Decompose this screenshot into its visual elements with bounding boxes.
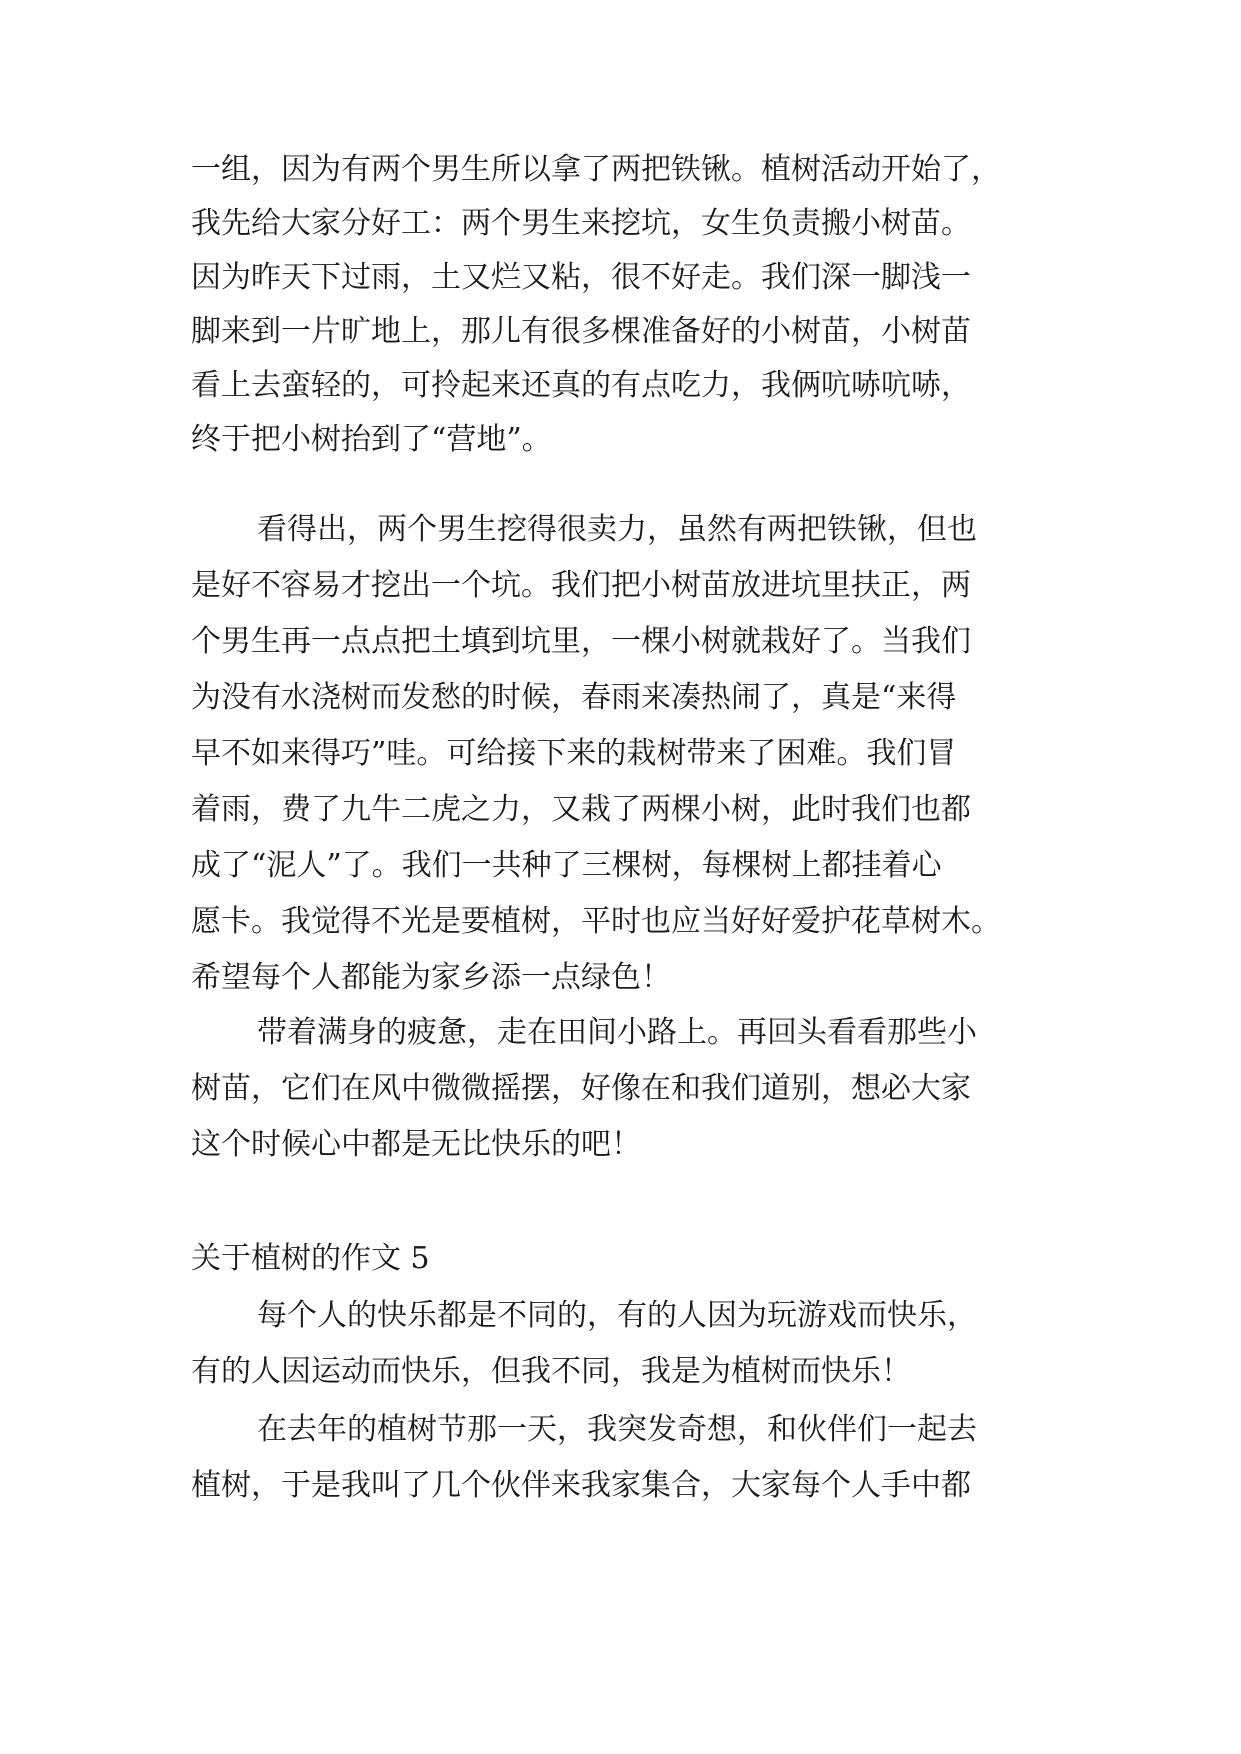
text-line: 脚来到一片旷地上，那儿有很多棵准备好的小树苗，小树苗 xyxy=(191,314,971,349)
text-line: 终于把小树抬到了“营地”。 xyxy=(191,422,552,457)
text-line: 看上去蛮轻的，可拎起来还真的有点吃力，我俩吭哧吭哧， xyxy=(191,368,971,403)
text-line: 在去年的植树节那一天，我突发奇想，和伙伴们一起去 xyxy=(257,1412,977,1447)
text-line: 每个人的快乐都是不同的，有的人因为玩游戏而快乐， xyxy=(257,1298,977,1333)
text-line: 带着满身的疲惫，走在田间小路上。再回头看看那些小 xyxy=(257,1015,977,1050)
text-line: 看得出，两个男生挖得很卖力，虽然有两把铁锹，但也 xyxy=(257,512,977,547)
text-line: 愿卡。我觉得不光是要植树，平时也应当好好爱护花草树木。 xyxy=(191,904,1001,939)
text-line: 为没有水浇树而发愁的时候，春雨来凑热闹了，真是“来得 xyxy=(191,680,957,715)
text-line: 着雨，费了九牛二虎之力，又栽了两棵小树，此时我们也都 xyxy=(191,792,971,827)
text-line: 成了“泥人”了。我们一共种了三棵树，每棵树上都挂着心 xyxy=(191,848,942,883)
text-line: 这个时候心中都是无比快乐的吧！ xyxy=(191,1127,641,1162)
text-line: 个男生再一点点把土填到坑里，一棵小树就栽好了。当我们 xyxy=(191,624,971,659)
text-line: 是好不容易才挖出一个坑。我们把小树苗放进坑里扶正，两 xyxy=(191,568,971,603)
text-line: 有的人因运动而快乐，但我不同，我是为植树而快乐！ xyxy=(191,1354,911,1389)
text-line: 植树，于是我叫了几个伙伴来我家集合，大家每个人手中都 xyxy=(191,1468,971,1503)
text-line: 一组，因为有两个男生所以拿了两把铁锹。植树活动开始了， xyxy=(191,152,1001,187)
text-line: 早不如来得巧”哇。可给接下来的栽树带来了困难。我们冒 xyxy=(191,736,957,771)
text-line: 因为昨天下过雨，土又烂又粘，很不好走。我们深一脚浅一 xyxy=(191,260,971,295)
text-line: 希望每个人都能为家乡添一点绿色！ xyxy=(191,960,671,995)
text-line: 我先给大家分好工：两个男生来挖坑，女生负责搬小树苗。 xyxy=(191,206,971,241)
text-line: 树苗，它们在风中微微摇摆，好像在和我们道别，想必大家 xyxy=(191,1071,971,1106)
section-title: 关于植树的作文 5 xyxy=(191,1241,430,1276)
